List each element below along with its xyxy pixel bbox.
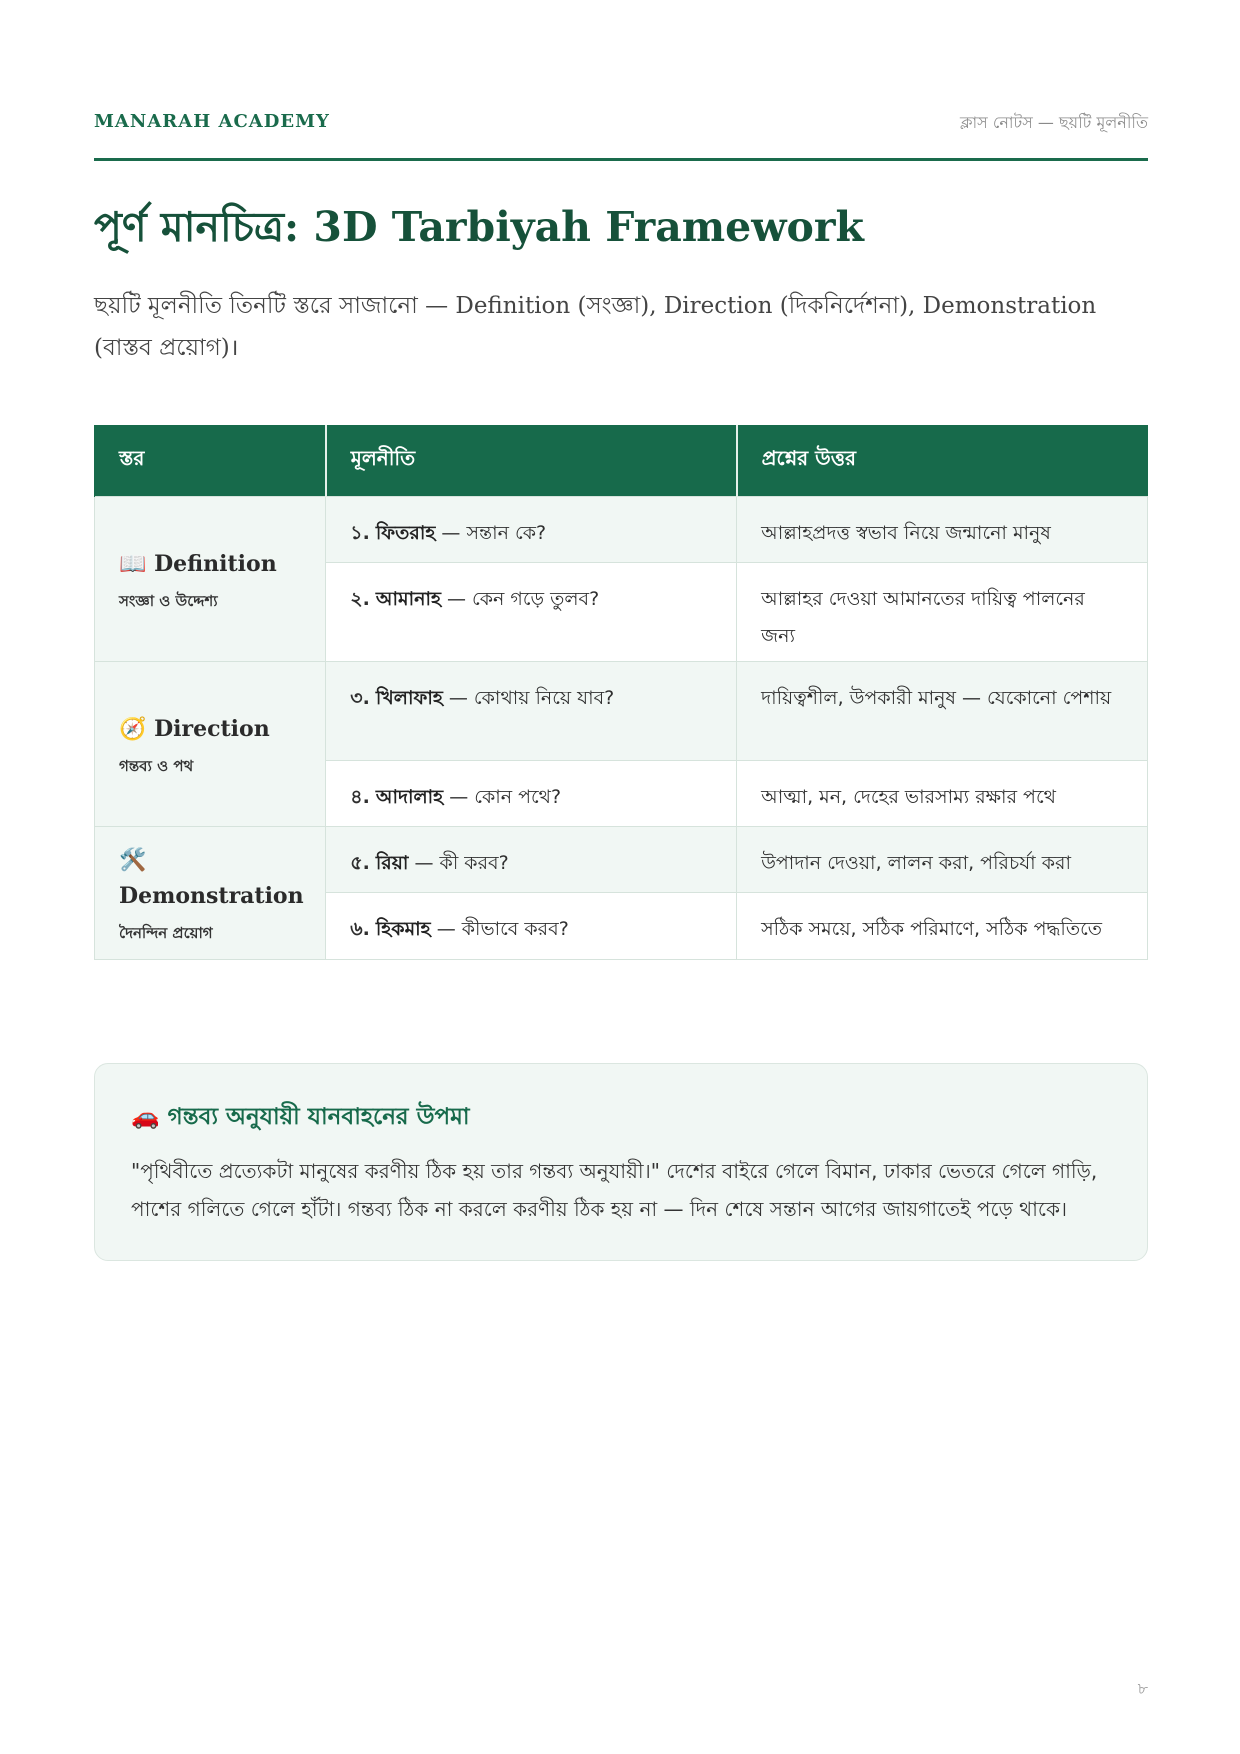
table-row bbox=[95, 497, 1148, 563]
column-header-level: স্তর bbox=[95, 425, 326, 497]
compass-icon: 🧭 bbox=[119, 716, 147, 742]
level-cell bbox=[95, 827, 326, 960]
level-cell bbox=[95, 662, 326, 827]
principle-number: ২. bbox=[350, 588, 370, 610]
table-row bbox=[95, 827, 1148, 893]
principle-name: হিকমাহ bbox=[375, 918, 431, 940]
principle-name: খিলাফাহ bbox=[375, 687, 443, 709]
callout-body: "পৃথিবীতে প্রত্যেকটা মানুষের করণীয় ঠিক হয় তার গন্তব্য অনুযায়ী।" দেশের বাইরে গেলে বিমান, ঢাকার ভেতরে গেলে গাড়ি, পাশের গলিতে গেলে হাঁটা। গন্তব্য ঠিক না করলে করণীয় ঠিক হয় না — দিন শেষে সন্তান আগের জায়গাতেই পড়ে থাকে। bbox=[131, 1159, 1098, 1221]
column-header-principle: মূলনীতি bbox=[326, 425, 737, 497]
tools-icon: 🛠️ bbox=[119, 847, 147, 873]
answer-cell: আত্মা, মন, দেহের ভারসাম্য রক্ষার পথে bbox=[737, 761, 1148, 827]
principle-question: — কীভাবে করব? bbox=[436, 918, 569, 940]
level-subtitle: দৈনন্দিন প্রয়োগ bbox=[119, 924, 213, 942]
column-header-answer: প্রশ্নের উত্তর bbox=[737, 425, 1148, 497]
principle-number: ৫. bbox=[350, 852, 370, 874]
principle-cell bbox=[326, 761, 737, 827]
open-book-icon: 📖 bbox=[119, 551, 147, 577]
analogy-callout bbox=[94, 1063, 1148, 1261]
level-subtitle: গন্তব্য ও পথ bbox=[119, 757, 194, 775]
page-header bbox=[94, 108, 1148, 161]
table-body bbox=[95, 497, 1148, 960]
answer-cell: সঠিক সময়ে, সঠিক পরিমাণে, সঠিক পদ্ধতিতে bbox=[737, 893, 1148, 960]
callout-title bbox=[131, 1098, 470, 1137]
lead-paragraph: ছয়টি মূলনীতি তিনটি স্তরে সাজানো — Definition (সংজ্ঞা), Direction (দিকনির্দেশনা), Demonstration (বাস্তব প্রয়োগ)। bbox=[94, 293, 1097, 361]
level-cell bbox=[95, 497, 326, 662]
answer-cell: উপাদান দেওয়া, লালন করা, পরিচর্যা করা bbox=[737, 827, 1148, 893]
principle-name: আমানাহ bbox=[375, 588, 441, 610]
principle-name: আদালাহ bbox=[375, 786, 444, 808]
level-name bbox=[119, 842, 304, 914]
level-name bbox=[119, 546, 301, 582]
principle-number: ৬. bbox=[350, 918, 370, 940]
level-name-text: Demonstration bbox=[119, 883, 304, 909]
brand-name: MANARAH ACADEMY bbox=[94, 111, 330, 132]
principle-question: — কোথায় নিয়ে যাব? bbox=[448, 687, 615, 709]
framework-table bbox=[94, 425, 1148, 960]
principle-cell bbox=[326, 662, 737, 761]
principle-name: রিয়া bbox=[375, 852, 409, 874]
principle-question: — কোন পথে? bbox=[449, 786, 562, 808]
level-subtitle: সংজ্ঞা ও উদ্দেশ্য bbox=[119, 592, 218, 610]
table-header-row bbox=[95, 425, 1148, 497]
answer-cell: আল্লাহপ্রদত্ত স্বভাব নিয়ে জন্মানো মানুষ bbox=[737, 497, 1148, 563]
principle-cell bbox=[326, 893, 737, 960]
principle-cell bbox=[326, 827, 737, 893]
page-title: পূর্ণ মানচিত্র: 3D Tarbiyah Framework bbox=[94, 203, 864, 251]
principle-number: ১. bbox=[350, 522, 370, 544]
principle-cell bbox=[326, 563, 737, 662]
principle-question: — কেন গড়ে তুলব? bbox=[446, 588, 600, 610]
level-name-text: Direction bbox=[154, 716, 270, 742]
principle-number: ৪. bbox=[350, 786, 370, 808]
principle-number: ৩. bbox=[350, 687, 370, 709]
principle-cell bbox=[326, 497, 737, 563]
header-subtitle: ক্লাস নোটস — ছয়টি মূলনীতি bbox=[960, 113, 1148, 132]
answer-cell: আল্লাহর দেওয়া আমানতের দায়িত্ব পালনের জন্য bbox=[737, 563, 1148, 662]
level-name-text: Definition bbox=[154, 551, 277, 577]
level-name bbox=[119, 711, 301, 747]
table-row bbox=[95, 662, 1148, 761]
answer-cell: দায়িত্বশীল, উপকারী মানুষ — যেকোনো পেশায় bbox=[737, 662, 1148, 761]
principle-question: — কী করব? bbox=[414, 852, 509, 874]
page-number: ৮ bbox=[1137, 1679, 1148, 1698]
car-icon: 🚗 bbox=[131, 1104, 160, 1130]
callout-title-text: গন্তব্য অনুযায়ী যানবাহনের উপমা bbox=[167, 1104, 470, 1130]
principle-name: ফিতরাহ bbox=[375, 522, 436, 544]
principle-question: — সন্তান কে? bbox=[441, 522, 547, 544]
